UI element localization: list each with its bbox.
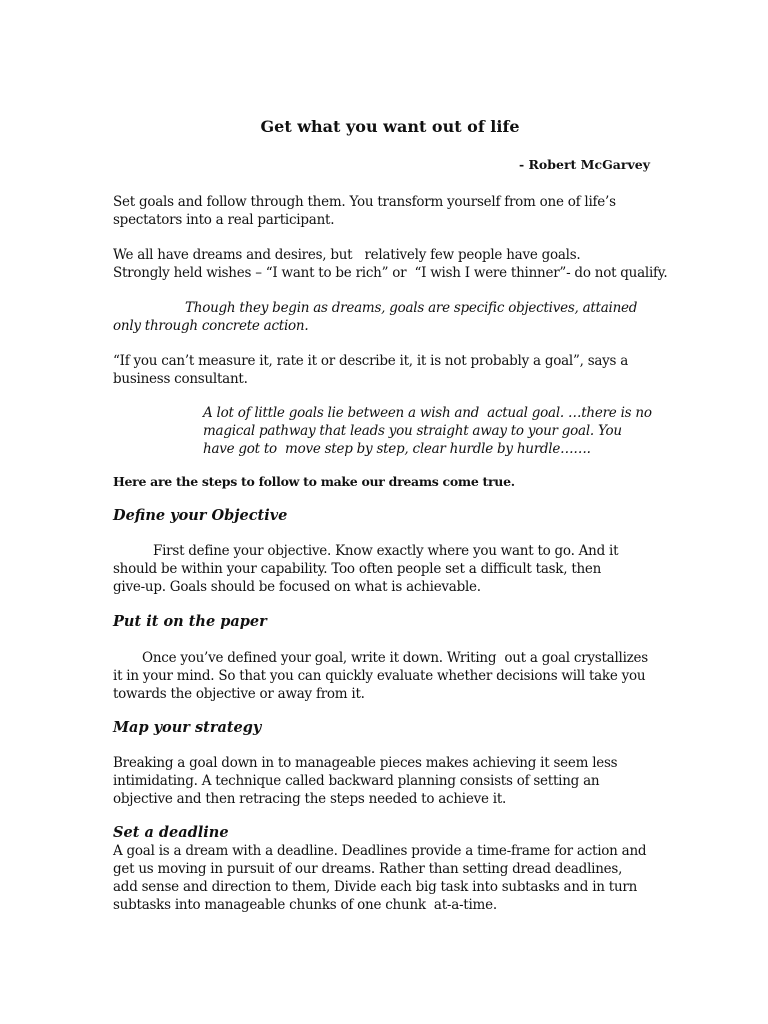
text-line: Once you’ve defined your goal, write it down. Writing out a goal crystallizes bbox=[142, 650, 648, 666]
quote-goals-objectives bbox=[113, 299, 637, 335]
text-line: intimidating. A technique called backward planning consists of setting an bbox=[113, 773, 600, 789]
section-heading-map-strategy: Map your strategy bbox=[113, 719, 262, 736]
paragraph-intro bbox=[113, 193, 616, 229]
section-body-map-strategy bbox=[113, 754, 617, 808]
text-line: it in your mind. So that you can quickly evaluate whether decisions will take you bbox=[113, 668, 646, 684]
section-body-define-objective bbox=[113, 542, 618, 596]
text-line: have got to move step by step, clear hurdle by hurdle……. bbox=[203, 441, 591, 457]
steps-intro: Here are the steps to follow to make our dreams come true. bbox=[113, 474, 515, 489]
text-line: Set goals and follow through them. You transform yourself from one of life’s bbox=[113, 194, 616, 210]
text-line: business consultant. bbox=[113, 371, 248, 387]
text-line: magical pathway that leads you straight away to your goal. You bbox=[203, 423, 622, 439]
text-line: towards the objective or away from it. bbox=[113, 686, 365, 702]
author-line: - Robert McGarvey bbox=[519, 157, 650, 172]
quote-little-goals bbox=[203, 404, 652, 458]
text-line: subtasks into manageable chunks of one chunk at-a-time. bbox=[113, 897, 497, 913]
text-line: spectators into a real participant. bbox=[113, 212, 335, 228]
paragraph-measure bbox=[113, 352, 628, 388]
text-line: get us moving in pursuit of our dreams. Rather than setting dread deadlines, bbox=[113, 861, 623, 877]
text-line: “If you can’t measure it, rate it or describe it, it is not probably a goal”, says a bbox=[113, 353, 629, 369]
section-body-set-deadline bbox=[113, 842, 646, 914]
page-title: Get what you want out of life bbox=[260, 117, 520, 136]
text-line: Breaking a goal down in to manageable pieces makes achieving it seem less bbox=[113, 755, 618, 771]
section-heading-define-objective: Define your Objective bbox=[113, 507, 288, 524]
text-line: add sense and direction to them, Divide each big task into subtasks and in turn bbox=[113, 879, 638, 895]
text-line: Strongly held wishes – “I want to be rich” or “I wish I were thinner”- do not qualify. bbox=[113, 265, 668, 281]
text-line: only through concrete action. bbox=[113, 318, 309, 334]
text-line: A goal is a dream with a deadline. Deadlines provide a time-frame for action and bbox=[113, 843, 647, 859]
text-line: objective and then retracing the steps needed to achieve it. bbox=[113, 791, 507, 807]
text-line: Though they begin as dreams, goals are specific objectives, attained bbox=[185, 300, 638, 316]
section-heading-put-on-paper: Put it on the paper bbox=[113, 613, 267, 630]
text-line: First define your objective. Know exactly where you want to go. And it bbox=[153, 543, 619, 559]
text-line: should be within your capability. Too often people set a difficult task, then bbox=[113, 561, 602, 577]
text-line: A lot of little goals lie between a wish and actual goal. …there is no bbox=[203, 405, 652, 421]
text-line: We all have dreams and desires, but relatively few people have goals. bbox=[113, 247, 581, 263]
section-body-put-on-paper bbox=[113, 649, 648, 703]
paragraph-dreams bbox=[113, 246, 667, 282]
section-heading-set-deadline: Set a deadline bbox=[113, 824, 229, 841]
text-line: give-up. Goals should be focused on what is achievable. bbox=[113, 579, 481, 595]
